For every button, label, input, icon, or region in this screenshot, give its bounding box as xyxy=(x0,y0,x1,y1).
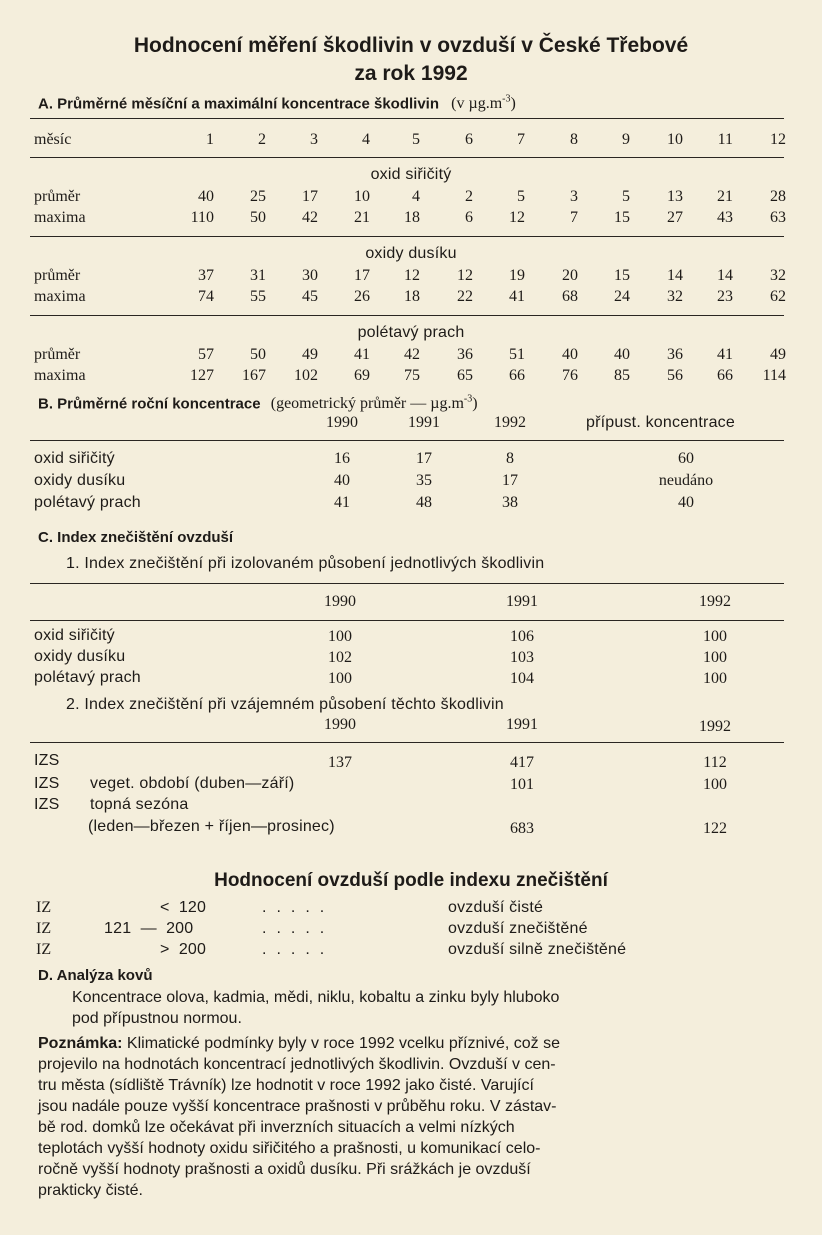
table-cell: 100 xyxy=(703,670,727,687)
table-cell: 36 xyxy=(667,346,683,363)
table-cell: 49 xyxy=(770,346,786,363)
table-cell: 38 xyxy=(502,494,518,511)
section-d-line: Koncentrace olova, kadmia, mědi, niklu, kobaltu a zinku byly hluboko xyxy=(72,989,560,1006)
month-header-cell: 7 xyxy=(517,131,525,148)
table-cell: 23 xyxy=(717,288,733,305)
page-subtitle: za rok 1992 xyxy=(354,62,468,85)
row-label: průměr xyxy=(34,267,81,284)
table-cell: 41 xyxy=(717,346,733,363)
table-cell: 15 xyxy=(614,209,630,226)
table-cell: 100 xyxy=(703,628,727,645)
c2-value: 137 xyxy=(328,754,352,771)
table-cell: 41 xyxy=(334,494,350,511)
col-1992: 1992 xyxy=(494,414,526,431)
table-cell: 55 xyxy=(250,288,266,305)
month-header-cell: 2 xyxy=(258,131,266,148)
c2-value: 683 xyxy=(510,820,534,837)
table-cell: 28 xyxy=(770,188,786,205)
month-header-cell: 3 xyxy=(310,131,318,148)
table-cell: 22 xyxy=(457,288,473,305)
month-header-cell: 10 xyxy=(667,131,683,148)
table-cell: 5 xyxy=(517,188,525,205)
month-header-cell: 6 xyxy=(465,131,473,148)
table-cell: 42 xyxy=(302,209,318,226)
rule xyxy=(30,118,784,119)
table-cell: 100 xyxy=(328,628,352,645)
table-cell: 36 xyxy=(457,346,473,363)
table-cell: 66 xyxy=(509,367,525,384)
table-cell: 17 xyxy=(416,450,432,467)
table-cell: 65 xyxy=(457,367,473,384)
table-cell: 62 xyxy=(770,288,786,305)
note-line: prakticky čisté. xyxy=(38,1182,143,1199)
table-cell: 51 xyxy=(509,346,525,363)
eval-label: IZ xyxy=(36,941,52,958)
table-cell: 21 xyxy=(717,188,733,205)
row-label: oxid siřičitý xyxy=(34,450,115,467)
table-cell: 50 xyxy=(250,209,266,226)
row-label: maxima xyxy=(34,209,86,226)
table-cell: 17 xyxy=(502,472,518,489)
month-header-cell: 11 xyxy=(717,131,733,148)
c2-value: 101 xyxy=(510,776,534,793)
c2-row-label: IZS xyxy=(34,796,60,813)
row-label: průměr xyxy=(34,346,81,363)
table-cell: 20 xyxy=(562,267,578,284)
table-cell: 12 xyxy=(509,209,525,226)
table-cell: 35 xyxy=(416,472,432,489)
table-cell: 32 xyxy=(667,288,683,305)
c2-col-1991: 1991 xyxy=(506,716,538,733)
section-b-heading: B. Průměrné roční koncentrace (geometrický průměr — $\mu g.m^{-3}$) xyxy=(38,394,478,413)
note-line: ročně vyšší hodnoty prašnosti a oxidů dusíku. Při srážkách je ovzduší xyxy=(38,1161,531,1178)
c2-value: 100 xyxy=(703,776,727,793)
c1-col-1990: 1990 xyxy=(324,593,356,610)
table-cell: 40 xyxy=(198,188,214,205)
table-cell: 40 xyxy=(334,472,350,489)
table-cell: 32 xyxy=(770,267,786,284)
section-c1-title: 1. Index znečištění při izolovaném působení jednotlivých škodlivin xyxy=(66,555,545,572)
table-cell: 114 xyxy=(762,367,786,384)
section-c2-title: 2. Index znečištění při vzájemném působení těchto škodlivin xyxy=(66,696,504,713)
row-label: polétavý prach xyxy=(34,669,141,686)
group-name: polétavý prach xyxy=(357,324,465,341)
table-cell: 40 xyxy=(562,346,578,363)
table-cell: 60 xyxy=(678,450,694,467)
table-cell: 85 xyxy=(614,367,630,384)
row-label: oxidy dusíku xyxy=(34,472,126,489)
table-cell: 127 xyxy=(190,367,214,384)
table-cell: 25 xyxy=(250,188,266,205)
page-title: Hodnocení měření škodlivin v ovzduší v České Třebové xyxy=(133,34,689,57)
table-cell: 13 xyxy=(667,188,683,205)
table-cell: 2 xyxy=(465,188,473,205)
table-cell: 12 xyxy=(457,267,473,284)
table-cell: 5 xyxy=(622,188,630,205)
table-cell: 12 xyxy=(404,267,420,284)
rule xyxy=(30,315,784,316)
col-limit: přípust. koncentrace xyxy=(586,414,735,431)
month-header-cell: 8 xyxy=(570,131,578,148)
table-cell: 100 xyxy=(328,670,352,687)
table-cell: 56 xyxy=(667,367,683,384)
table-cell: 19 xyxy=(509,267,525,284)
table-cell: 7 xyxy=(570,209,578,226)
table-cell: 43 xyxy=(717,209,733,226)
rule xyxy=(30,236,784,237)
section-b-unit: (geometrický průměr — $\mu g.m^{-3}$) xyxy=(270,394,478,413)
table-cell: 42 xyxy=(404,346,420,363)
table-cell: 103 xyxy=(510,649,534,666)
table-cell: 18 xyxy=(404,209,420,226)
table-cell: 17 xyxy=(302,188,318,205)
month-label: měsíc xyxy=(34,131,72,148)
section-a-unit: (v $\mu g.m^{-3}$) xyxy=(451,94,516,113)
rule xyxy=(30,440,784,441)
section-d-heading: D. Analýza kovů xyxy=(38,967,153,984)
table-cell: 26 xyxy=(354,288,370,305)
table-cell: 102 xyxy=(294,367,318,384)
table-cell: 31 xyxy=(250,267,266,284)
row-label: průměr xyxy=(34,188,81,205)
c2-row-desc: topná sezóna xyxy=(90,796,189,813)
table-cell: 104 xyxy=(510,670,534,687)
table-cell: 37 xyxy=(198,267,214,284)
table-cell: 100 xyxy=(703,649,727,666)
table-cell: 68 xyxy=(562,288,578,305)
c2-row-desc: veget. období (duben—září) xyxy=(90,775,295,792)
table-cell: 10 xyxy=(354,188,370,205)
section-c-heading: C. Index znečištění ovzduší xyxy=(38,529,234,546)
rule xyxy=(30,583,784,584)
group-name: oxid siřičitý xyxy=(370,166,452,183)
note-first-line: Poznámka: Klimatické podmínky byly v roce 1992 vcelku příznivé, což se xyxy=(38,1035,560,1052)
table-cell: 40 xyxy=(678,494,694,511)
note-label: Poznámka: xyxy=(38,1035,123,1052)
table-cell: 75 xyxy=(404,367,420,384)
c2-value: 417 xyxy=(510,754,534,771)
eval-range: 121 — 200 xyxy=(104,920,194,937)
eval-range: < 120 xyxy=(160,899,207,916)
table-cell: 50 xyxy=(250,346,266,363)
table-cell: 76 xyxy=(562,367,578,384)
table-cell: 3 xyxy=(570,188,578,205)
row-label: oxid siřičitý xyxy=(34,627,115,644)
col-1990: 1990 xyxy=(326,414,358,431)
table-cell: 8 xyxy=(506,450,514,467)
col-1991: 1991 xyxy=(408,414,440,431)
eval-result: ovzduší silně znečištěné xyxy=(448,941,627,958)
month-header-cell: 1 xyxy=(206,131,214,148)
table-cell: 48 xyxy=(416,494,432,511)
table-cell: 110 xyxy=(190,209,214,226)
table-cell: 14 xyxy=(717,267,733,284)
eval-result: ovzduší čisté xyxy=(448,899,544,916)
eval-dots: ..... xyxy=(262,920,335,937)
table-cell: 15 xyxy=(614,267,630,284)
c2-value: 112 xyxy=(703,754,727,771)
c1-col-1992: 1992 xyxy=(699,593,731,610)
rule xyxy=(30,742,784,743)
eval-dots: ..... xyxy=(262,941,335,958)
c2-row-label: IZS xyxy=(34,775,60,792)
table-cell: 30 xyxy=(302,267,318,284)
c2-col-1990: 1990 xyxy=(324,716,356,733)
c2-value: 122 xyxy=(703,820,727,837)
row-label: maxima xyxy=(34,367,86,384)
row-label: maxima xyxy=(34,288,86,305)
table-cell: 24 xyxy=(614,288,630,305)
eval-result: ovzduší znečištěné xyxy=(448,920,588,937)
table-cell: 6 xyxy=(465,209,473,226)
eval-range: > 200 xyxy=(160,941,207,958)
note-line: bě rod. domků lze očekávat při inverzních situacích a velmi nízkých xyxy=(38,1119,515,1136)
table-cell: 14 xyxy=(667,267,683,284)
table-cell: 16 xyxy=(334,450,350,467)
c2-col-1992: 1992 xyxy=(699,718,731,735)
section-a-heading: A. Průměrné měsíční a maximální koncentrace škodlivin (v $\mu g.m^{-3}$) xyxy=(38,94,516,113)
rule xyxy=(30,620,784,621)
row-label: polétavý prach xyxy=(34,494,141,511)
table-cell: 49 xyxy=(302,346,318,363)
row-label: oxidy dusíku xyxy=(34,648,126,665)
eval-label: IZ xyxy=(36,920,52,937)
note-line: teplotách vyšší hodnoty oxidu siřičitého a prašnosti, u komunikací celo- xyxy=(38,1140,541,1157)
eval-label: IZ xyxy=(36,899,52,916)
table-cell: 21 xyxy=(354,209,370,226)
eval-dots: ..... xyxy=(262,899,335,916)
table-cell: neudáno xyxy=(658,472,714,489)
c2-row-label: IZS xyxy=(34,752,60,769)
month-header-cell: 5 xyxy=(412,131,420,148)
evaluation-heading: Hodnocení ovzduší podle indexu znečištění xyxy=(214,870,608,891)
month-header-cell: 4 xyxy=(362,131,370,148)
table-cell: 63 xyxy=(770,209,786,226)
rule xyxy=(30,157,784,158)
table-cell: 167 xyxy=(242,367,266,384)
table-cell: 41 xyxy=(354,346,370,363)
table-cell: 40 xyxy=(614,346,630,363)
c2-row-desc: (leden—březen + říjen—prosinec) xyxy=(88,818,335,835)
table-cell: 45 xyxy=(302,288,318,305)
c1-col-1991: 1991 xyxy=(506,593,538,610)
table-cell: 74 xyxy=(198,288,214,305)
table-cell: 69 xyxy=(354,367,370,384)
table-cell: 4 xyxy=(412,188,420,205)
table-cell: 17 xyxy=(354,267,370,284)
table-cell: 66 xyxy=(717,367,733,384)
table-cell: 18 xyxy=(404,288,420,305)
table-cell: 27 xyxy=(667,209,683,226)
month-header-cell: 12 xyxy=(770,131,786,148)
table-cell: 102 xyxy=(328,649,352,666)
note-line: projevilo na hodnotách koncentrací jednotlivých škodlivin. Ovzduší v cen- xyxy=(38,1056,556,1073)
section-d-line: pod přípustnou normou. xyxy=(72,1010,242,1027)
note-line: jsou nadále pouze vyšší koncentrace prašnosti v průběhu roku. V zástav- xyxy=(38,1098,557,1115)
month-header-cell: 9 xyxy=(622,131,630,148)
table-cell: 41 xyxy=(509,288,525,305)
table-cell: 57 xyxy=(198,346,214,363)
note-line: tru města (sídliště Trávník) lze hodnotit v roce 1992 jako čisté. Varující xyxy=(38,1077,534,1094)
group-name: oxidy dusíku xyxy=(365,245,457,262)
table-cell: 106 xyxy=(510,628,534,645)
